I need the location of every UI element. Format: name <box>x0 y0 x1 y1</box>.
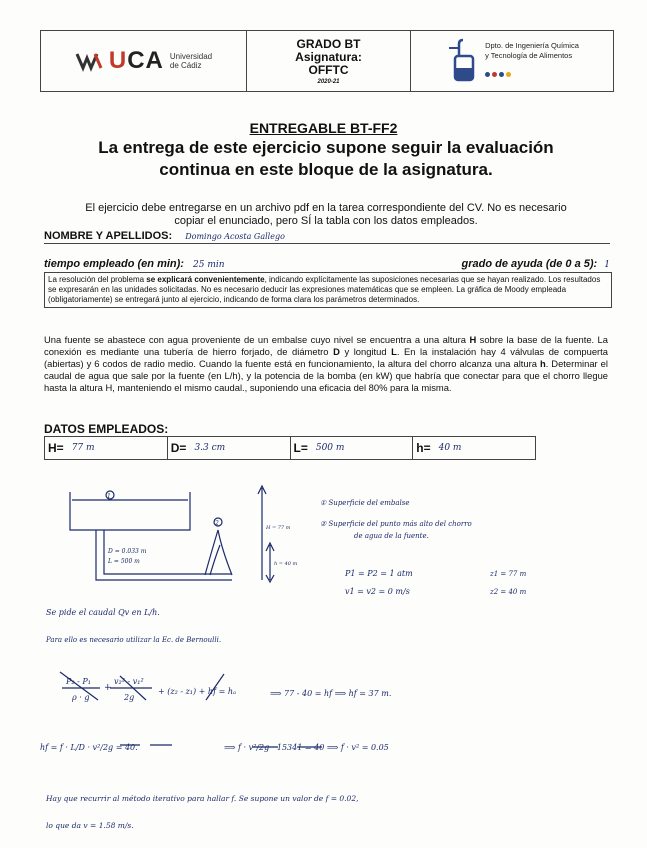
hw-line2: Para ello es necesario utilizar la Ec. de Bernoulli. <box>46 636 222 644</box>
point1-circle <box>106 491 114 499</box>
problem-statement: Una fuente se abastece con agua proveniente de un embalse cuyo nivel se encuentra a una altura H sobre la base de la fuente. La conexión es mediante una tubería de hierro forjado, de diámetro D y longitud L. En la instalación hay 4 válvulas de compuerta (abiertas) y 6 codos de radio medio. Cuando la fuente está en funcionamiento, la altura del chorro alcanza una altura h. Determinar el caudal de agua que sale por la fuente (en L/h), y la potencia de la bomba (en kW) que habría que conectar para que el chorro llegue hasta la altura H, manteniendo el mismo caudal., suponiendo una eficacia del 80% para la misma. <box>44 334 608 393</box>
hw-note2a: ② Superficie del punto más alto del chorro <box>320 520 472 528</box>
course-degree: GRADO BT <box>296 36 361 51</box>
flask-logo-icon <box>445 38 479 84</box>
hw-eqZ2: z2 = 40 m <box>490 588 527 596</box>
hw-note1: ① Superficie del embalse <box>320 499 410 507</box>
dot-icon <box>485 72 490 77</box>
pipe-drawing <box>96 530 232 580</box>
hw-H-label: H = 77 m <box>266 525 291 531</box>
course-subject-label: Asignatura: <box>295 49 362 64</box>
dot-icon <box>506 72 511 77</box>
hw-bern-result: ⟹ 77 - 40 = hf ⟹ hf = 37 m. <box>270 689 392 698</box>
hw-eqZ1: z1 = 77 m <box>490 570 527 578</box>
svg-text:+: + <box>104 683 112 693</box>
svg-text:v₂² - v₁²: v₂² - v₁² <box>114 677 144 686</box>
hw-iter1: Hay que recurrir al método iterativo para hallar f. Se supone un valor de f = 0.02, <box>46 794 359 803</box>
course-cell <box>247 31 411 91</box>
hw-D-label: D = 0.033 m <box>108 548 147 555</box>
dato-D: D= 3.3 cm <box>168 437 291 459</box>
main-heading: La entrega de este ejercicio supone seguir la evaluación continua en este bloque de la asignatura. <box>98 138 554 179</box>
hw-L-label: L = 500 m <box>108 558 140 565</box>
dato-H: H= 77 m <box>45 437 168 459</box>
dato-L: L= 500 m <box>291 437 414 459</box>
datos-title: DATOS EMPLEADOS: <box>44 422 169 436</box>
course-subject: OFFTC <box>308 62 349 77</box>
dept-name: Dpto. de Ingeniería Química y Tecnología de Alimentos <box>485 41 579 82</box>
instructions-box: La resolución del problema se explicará convenientemente, indicando explícitamente las suposiciones necesarias que se hayan realizado. Los resultados se expresarán en las unidades solicitadas. No es necesario deducir las expresiones matemáticas que se empleen. La gráfica de Moody empleada (obligatoriamente) se entregará junto al ejercicio, indicando de forma clara los parámetros determinados. <box>44 272 612 308</box>
intro-text: El ejercicio debe entregarse en un archivo pdf en la tarea correspondiente del CV. No es necesario copiar el enunciado, pero SÍ la tabla con los datos empleados. <box>85 202 567 227</box>
dot-icon <box>499 72 504 77</box>
fountain-drawing <box>205 530 232 575</box>
university-name: Universidad de Cádiz <box>169 52 213 70</box>
system-sketch <box>60 486 322 747</box>
uca-crest-icon <box>75 50 105 72</box>
course-year: 2020-21 <box>317 78 340 85</box>
dept-dots <box>485 64 579 82</box>
hw-pt2: 2 <box>215 520 219 527</box>
hw-hf-eq: hf = f · L/D · v²/2g = 40. <box>40 743 138 752</box>
dot-icon <box>492 72 497 77</box>
student-name-row: NOMBRE Y APELLIDOS: Domingo Acosta Gallego <box>44 230 610 244</box>
hw-h-label: h = 40 m <box>274 561 298 567</box>
datos-table <box>44 436 536 460</box>
header-table <box>40 30 614 92</box>
hw-line1: Se pide el caudal Qv en L/h. <box>46 608 160 617</box>
tiempo-value: 25 min <box>193 260 225 270</box>
H-arrow <box>258 486 266 580</box>
entregable-title: ENTREGABLE BT-FF2 <box>249 120 398 136</box>
hw-iter2: lo que da v = 1.58 m/s. <box>46 821 134 830</box>
student-name-value: Domingo Acosta Gallego <box>185 232 285 241</box>
point2-circle <box>214 518 222 526</box>
dept-cell <box>411 31 613 91</box>
hw-note2b: de agua de la fuente. <box>354 532 429 540</box>
svg-text:ρ · g: ρ · g <box>72 693 90 702</box>
hw-eqP: P1 = P2 = 1 atm <box>345 569 413 578</box>
hw-pt1: 1 <box>107 493 111 500</box>
svg-text:2g: 2g <box>124 693 135 702</box>
svg-text:P₂ - P₁: P₂ - P₁ <box>66 677 91 686</box>
ayuda-value: 1 <box>604 260 610 270</box>
reservoir-drawing <box>70 492 190 530</box>
uca-logo-text: UCA <box>108 47 164 74</box>
hw-hf-eq2: ⟹ f · v²/2g · 15341 = 40 ⟹ f · v² = 0.05 <box>224 743 389 752</box>
h-arrow <box>266 543 274 582</box>
uca-logo-cell <box>41 31 247 91</box>
ayuda-group: grado de ayuda (de 0 a 5): 1 <box>461 258 610 270</box>
hw-eqV: v1 = v2 = 0 m/s <box>345 587 410 596</box>
tiempo-row: tiempo empleado (en min): 25 min grado de ayuda (de 0 a 5): 1 <box>44 258 610 270</box>
svg-text:+ (z₂ - z₁) + hf = hₐ: + (z₂ - z₁) + hf = hₐ <box>158 687 236 696</box>
dato-h: h= 40 m <box>416 441 462 455</box>
